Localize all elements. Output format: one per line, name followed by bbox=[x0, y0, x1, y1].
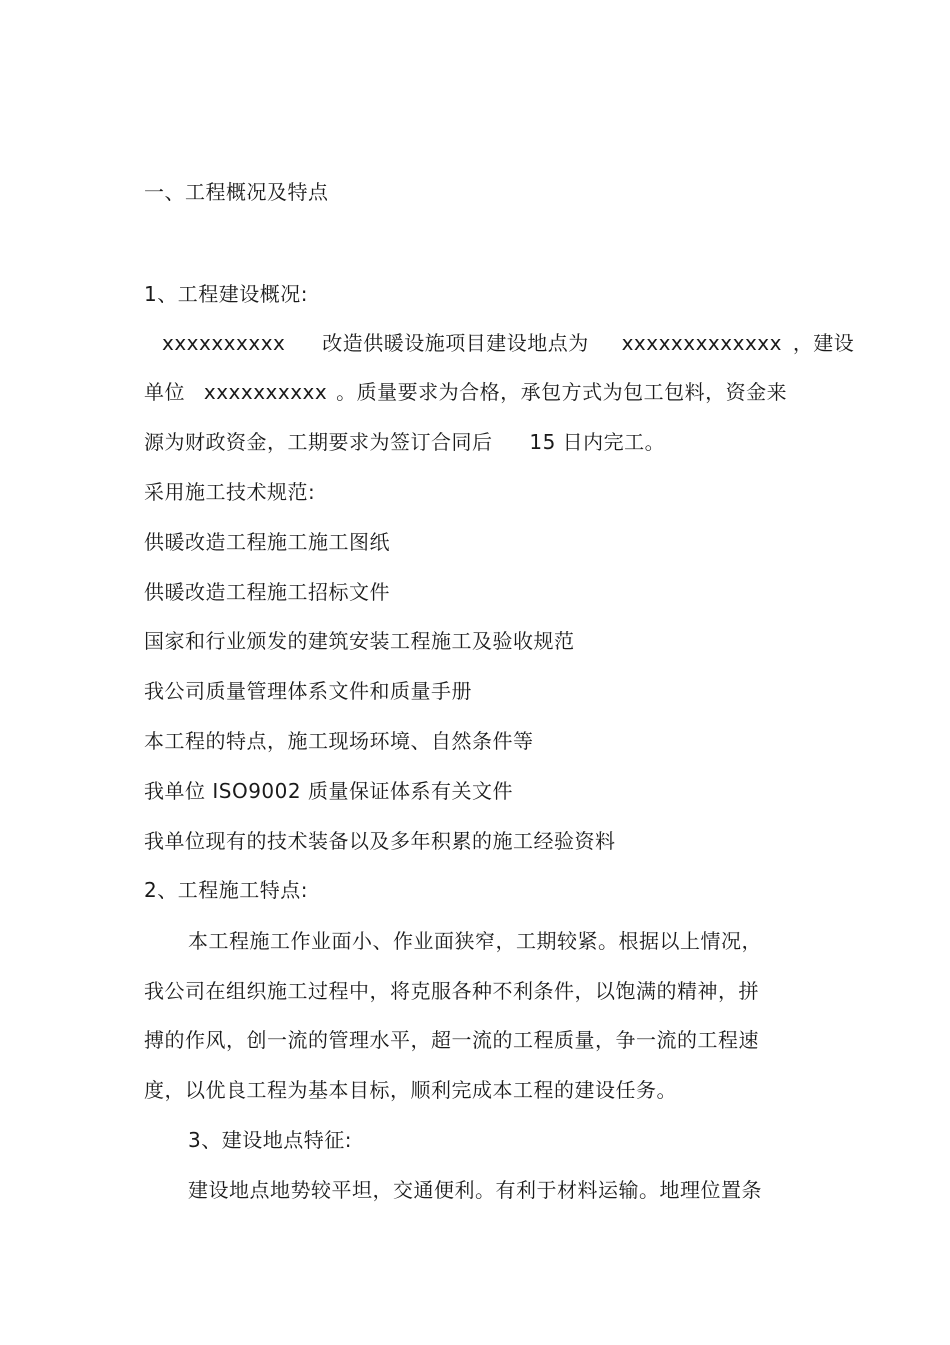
item1-text-5: 源为财政资金，工期要求为签订合同后 bbox=[144, 430, 493, 454]
item1-text-6: 日内完工。 bbox=[562, 430, 666, 454]
item2-para-line: 我公司在组织施工过程中，将克服各种不利条件，以饱满的精神，拼 bbox=[144, 979, 759, 1003]
spec-item: 我公司质量管理体系文件和质量手册 bbox=[144, 679, 472, 703]
item1-text-1: 改造供暖设施项目建设地点为 bbox=[322, 331, 589, 355]
item1-para-line-2 bbox=[144, 378, 787, 406]
item1-para-line-3 bbox=[144, 428, 665, 456]
item1-duration: 15 bbox=[529, 430, 556, 454]
spec-item: 本工程的特点，施工现场环境、自然条件等 bbox=[144, 729, 534, 753]
spec-item: 我单位现有的技术装备以及多年积累的施工经验资料 bbox=[144, 829, 616, 853]
spec-item: 供暖改造工程施工施工图纸 bbox=[144, 530, 390, 554]
section-heading: 一、工程概况及特点 bbox=[144, 180, 329, 204]
item2-para-line: 度，以优良工程为基本目标，顺利完成本工程的建设任务。 bbox=[144, 1078, 677, 1102]
item1-placeholder-2: xxxxxxxxxxxxx bbox=[621, 331, 782, 355]
item3-para-line: 建设地点地势较平坦，交通便利。有利于材料运输。地理位置条 bbox=[188, 1178, 762, 1202]
item1-text-2: ，建设 bbox=[792, 331, 855, 355]
item1-placeholder-1: xxxxxxxxxx bbox=[162, 331, 286, 355]
specs-heading: 采用施工技术规范: bbox=[144, 480, 316, 504]
spec-item: 国家和行业颁发的建筑安装工程施工及验收规范 bbox=[144, 629, 575, 653]
item1-placeholder-3: xxxxxxxxxx bbox=[203, 380, 328, 404]
item2-heading: 2、工程施工特点: bbox=[144, 878, 308, 902]
item2-para-line: 本工程施工作业面小、作业面狭窄，工期较紧。根据以上情况， bbox=[188, 929, 762, 953]
item1-text-4: 。质量要求为合格，承包方式为包工包料，资金来 bbox=[336, 380, 788, 404]
spec-item: 我单位 ISO9002 质量保证体系有关文件 bbox=[144, 779, 513, 803]
item1-heading: 1、工程建设概况: bbox=[144, 282, 308, 306]
spec-item: 供暖改造工程施工招标文件 bbox=[144, 580, 390, 604]
item2-para-line: 搏的作风，创一流的管理水平，超一流的工程质量，争一流的工程速 bbox=[144, 1028, 759, 1052]
item1-text-3: 单位 bbox=[144, 380, 185, 404]
item3-heading: 3、建设地点特征: bbox=[188, 1128, 352, 1152]
item1-para-line-1 bbox=[162, 329, 854, 357]
